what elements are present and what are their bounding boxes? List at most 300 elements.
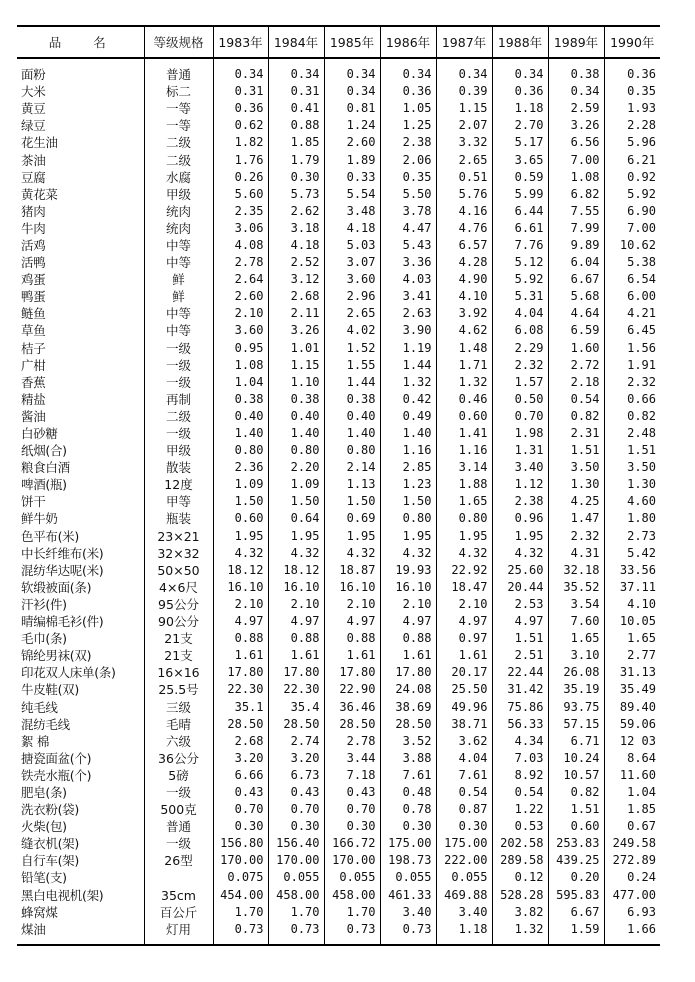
item-name: 肥皂(条) [21,784,67,800]
price-cell: 6.57 [436,237,492,254]
item-name: 铁壳水瓶(个) [21,767,92,783]
price-cell: 3.20 [268,750,324,767]
price-cell: 5.92 [604,186,660,203]
price-cell: 2.07 [436,117,492,134]
item-name: 活鸡 [21,237,46,253]
price-cell: 1.65 [548,630,604,647]
header-year: 1985年 [324,26,380,58]
price-cell: 0.87 [436,801,492,818]
item-name: 草鱼 [21,323,46,339]
price-cell: 289.58 [492,852,548,869]
item-spec: 统肉 [144,203,213,220]
price-cell: 4.64 [548,305,604,322]
price-cell: 0.055 [268,869,324,886]
price-cell: 4.02 [324,322,380,339]
price-cell: 0.35 [380,169,436,186]
table-row [17,408,660,425]
price-cell: 2.06 [380,151,436,168]
price-cell: 5.50 [380,186,436,203]
price-cell: 0.88 [380,630,436,647]
price-cell: 1.91 [604,357,660,374]
price-cell: 0.70 [324,801,380,818]
price-cell: 0.24 [604,869,660,886]
price-cell: 0.54 [492,784,548,801]
item-name: 絮 棉 [21,733,50,749]
price-cell: 0.95 [213,340,268,357]
price-cell: 0.30 [268,818,324,835]
price-cell: 1.44 [324,374,380,391]
price-cell: 1.47 [548,510,604,527]
price-cell: 528.28 [492,887,548,904]
price-cell: 6.21 [604,151,660,168]
price-cell: 0.54 [548,391,604,408]
price-cell: 1.70 [268,904,324,921]
price-cell: 1.15 [436,100,492,117]
item-spec: 中等 [144,322,213,339]
price-cell: 0.34 [380,58,436,83]
price-cell: 2.10 [213,305,268,322]
price-cell: 3.82 [492,904,548,921]
price-cell: 0.59 [492,169,548,186]
price-cell: 0.88 [268,117,324,134]
price-cell: 35.49 [604,681,660,698]
item-name: 酱油 [21,408,46,424]
price-cell: 17.80 [268,664,324,681]
price-cell: 0.34 [548,83,604,100]
price-cell: 2.32 [492,357,548,374]
price-cell: 0.40 [268,408,324,425]
item-spec: 500克 [144,801,213,818]
price-cell: 32.18 [548,562,604,579]
item-spec: 35cm [144,887,213,904]
price-cell: 2.85 [380,459,436,476]
price-cell: 6.93 [604,904,660,921]
price-cell: 0.60 [548,818,604,835]
price-cell: 3.10 [548,647,604,664]
price-cell: 0.30 [324,818,380,835]
price-cell: 198.73 [380,852,436,869]
price-cell: 156.40 [268,835,324,852]
price-cell: 2.28 [604,117,660,134]
table-row [17,852,660,869]
price-cell: 2.60 [324,134,380,151]
price-cell: 3.41 [380,288,436,305]
price-cell: 0.38 [268,391,324,408]
price-cell: 1.13 [324,476,380,493]
price-cell: 1.10 [268,374,324,391]
price-cell: 4.31 [548,545,604,562]
price-cell: 0.34 [213,58,268,83]
price-cell: 24.08 [380,681,436,698]
table-row [17,476,660,493]
item-spec: 散装 [144,459,213,476]
price-cell: 0.075 [213,869,268,886]
price-cell: 20.44 [492,579,548,596]
price-cell: 6.04 [548,254,604,271]
price-cell: 166.72 [324,835,380,852]
price-cell: 1.95 [436,528,492,545]
price-cell: 0.30 [268,169,324,186]
price-cell: 1.70 [213,904,268,921]
table-row [17,716,660,733]
price-cell: 7.99 [548,220,604,237]
price-cell: 3.92 [436,305,492,322]
item-name: 牛肉 [21,220,46,236]
price-cell: 2.53 [492,596,548,613]
table-row [17,698,660,715]
price-cell: 5.76 [436,186,492,203]
table-row [17,374,660,391]
price-cell: 9.89 [548,237,604,254]
table-row [17,271,660,288]
item-name: 牛皮鞋(双) [21,682,79,698]
price-cell: 1.55 [324,357,380,374]
item-spec: 一级 [144,835,213,852]
price-cell: 25.50 [436,681,492,698]
price-cell: 4.18 [324,220,380,237]
price-table [17,25,660,946]
price-cell: 1.95 [268,528,324,545]
price-cell: 22.30 [268,681,324,698]
price-cell: 2.35 [213,203,268,220]
price-cell: 0.73 [380,921,436,945]
table-row [17,322,660,339]
table-row [17,254,660,271]
price-cell: 4.28 [436,254,492,271]
price-cell: 2.65 [436,151,492,168]
price-cell: 0.055 [380,869,436,886]
price-cell: 2.60 [213,288,268,305]
price-cell: 0.78 [380,801,436,818]
price-cell: 3.90 [380,322,436,339]
price-cell: 0.96 [492,510,548,527]
price-cell: 16.10 [380,579,436,596]
price-cell: 12 03 [604,733,660,750]
item-spec: 二级 [144,151,213,168]
item-spec: 二级 [144,408,213,425]
price-cell: 4.16 [436,203,492,220]
table-row [17,288,660,305]
price-cell: 0.60 [436,408,492,425]
price-cell: 0.34 [492,58,548,83]
price-cell: 1.70 [324,904,380,921]
price-cell: 0.92 [604,169,660,186]
price-cell: 1.60 [548,340,604,357]
item-name: 鲜牛奶 [21,511,58,527]
price-cell: 4.04 [436,750,492,767]
price-cell: 6.73 [268,767,324,784]
price-cell: 0.33 [324,169,380,186]
price-cell: 461.33 [380,887,436,904]
price-cell: 2.74 [268,733,324,750]
item-name: 火柴(包) [21,819,67,835]
item-spec: 瓶装 [144,510,213,527]
price-cell: 16.10 [213,579,268,596]
price-cell: 2.52 [268,254,324,271]
price-cell: 33.56 [604,562,660,579]
table-row [17,596,660,613]
price-cell: 1.85 [268,134,324,151]
item-spec: 90公分 [144,613,213,630]
item-name: 绿豆 [21,118,46,134]
price-cell: 0.88 [324,630,380,647]
item-name: 花生油 [21,135,58,151]
price-cell: 4.90 [436,271,492,288]
price-cell: 0.53 [492,818,548,835]
price-cell: 1.85 [604,801,660,818]
price-cell: 3.54 [548,596,604,613]
price-cell: 2.10 [268,596,324,613]
header-spec: 等级规格 [144,26,213,58]
price-cell: 3.78 [380,203,436,220]
price-cell: 2.78 [324,733,380,750]
price-cell: 1.51 [548,442,604,459]
price-cell: 2.77 [604,647,660,664]
price-cell: 18.12 [268,562,324,579]
header-year: 1989年 [548,26,604,58]
price-cell: 3.18 [268,220,324,237]
item-spec: 一级 [144,374,213,391]
table-row [17,750,660,767]
price-cell: 0.54 [436,784,492,801]
price-cell: 6.67 [548,271,604,288]
price-cell: 1.61 [213,647,268,664]
item-name: 混纺毛线 [21,716,70,732]
price-cell: 2.51 [492,647,548,664]
price-cell: 1.23 [380,476,436,493]
table-row [17,510,660,527]
price-cell: 1.93 [604,100,660,117]
price-cell: 25.60 [492,562,548,579]
price-cell: 1.40 [324,425,380,442]
table-row [17,58,660,83]
item-spec [144,869,213,886]
price-cell: 37.11 [604,579,660,596]
item-name: 面粉 [21,67,46,83]
price-cell: 4.47 [380,220,436,237]
item-name: 饼干 [21,494,46,510]
price-cell: 1.76 [213,151,268,168]
price-cell: 0.70 [492,408,548,425]
price-cell: 17.80 [324,664,380,681]
price-cell: 5.12 [492,254,548,271]
price-cell: 0.64 [268,510,324,527]
price-cell: 0.30 [213,818,268,835]
price-cell: 5.03 [324,237,380,254]
price-cell: 2.10 [324,596,380,613]
item-name: 纸烟(合) [21,443,67,459]
table-row [17,733,660,750]
price-cell: 1.61 [324,647,380,664]
item-spec: 5磅 [144,767,213,784]
price-cell: 1.51 [548,801,604,818]
price-cell: 1.66 [604,921,660,945]
price-cell: 18.47 [436,579,492,596]
price-cell: 7.61 [436,767,492,784]
price-cell: 10.05 [604,613,660,630]
price-cell: 458.00 [324,887,380,904]
price-cell: 18.87 [324,562,380,579]
item-spec: 毛晴 [144,716,213,733]
item-name: 精盐 [21,391,46,407]
price-cell: 6.90 [604,203,660,220]
price-cell: 7.61 [380,767,436,784]
price-cell: 7.55 [548,203,604,220]
price-cell: 202.58 [492,835,548,852]
price-cell: 89.40 [604,698,660,715]
item-spec: 50×50 [144,562,213,579]
item-name: 白砂糖 [21,426,58,442]
price-cell: 1.56 [604,340,660,357]
price-cell: 2.64 [213,271,268,288]
price-cell: 31.42 [492,681,548,698]
table-row [17,186,660,203]
price-cell: 0.34 [324,58,380,83]
price-cell: 3.07 [324,254,380,271]
price-cell: 1.32 [492,921,548,945]
price-cell: 0.43 [324,784,380,801]
item-spec: 中等 [144,305,213,322]
price-cell: 1.04 [604,784,660,801]
price-cell: 2.65 [324,305,380,322]
price-cell: 4.62 [436,322,492,339]
price-cell: 5.68 [548,288,604,305]
price-cell: 0.73 [324,921,380,945]
item-spec: 鲜 [144,271,213,288]
item-spec: 一级 [144,340,213,357]
item-spec: 25.5号 [144,681,213,698]
item-spec: 再制 [144,391,213,408]
price-cell: 2.70 [492,117,548,134]
price-cell: 458.00 [268,887,324,904]
price-cell: 0.36 [380,83,436,100]
item-name: 猪肉 [21,203,46,219]
price-cell: 1.61 [380,647,436,664]
price-cell: 93.75 [548,698,604,715]
price-cell: 0.66 [604,391,660,408]
price-cell: 56.33 [492,716,548,733]
price-cell: 6.61 [492,220,548,237]
price-cell: 2.10 [436,596,492,613]
price-cell: 7.76 [492,237,548,254]
price-cell: 4.97 [213,613,268,630]
item-spec: 鲜 [144,288,213,305]
item-spec: 水腐 [144,169,213,186]
price-cell: 1.32 [380,374,436,391]
item-spec: 21支 [144,647,213,664]
table-row [17,835,660,852]
header-year: 1984年 [268,26,324,58]
item-name: 锦纶男袜(双) [21,648,92,664]
table-row [17,545,660,562]
price-cell: 3.40 [492,459,548,476]
price-cell: 31.13 [604,664,660,681]
price-cell: 5.99 [492,186,548,203]
price-cell: 6.71 [548,733,604,750]
table-row [17,391,660,408]
price-cell: 4.34 [492,733,548,750]
price-cell: 0.38 [213,391,268,408]
item-spec: 二级 [144,134,213,151]
price-cell: 1.32 [436,374,492,391]
price-cell: 2.38 [492,493,548,510]
price-cell: 1.95 [324,528,380,545]
price-cell: 170.00 [324,852,380,869]
item-name: 活鸭 [21,255,46,271]
price-cell: 18.12 [213,562,268,579]
price-cell: 59.06 [604,716,660,733]
price-cell: 0.20 [548,869,604,886]
price-cell: 28.50 [380,716,436,733]
price-cell: 57.15 [548,716,604,733]
price-cell: 22.90 [324,681,380,698]
item-spec: 21支 [144,630,213,647]
price-cell: 4.32 [492,545,548,562]
table-row [17,869,660,886]
item-spec: 4×6尺 [144,579,213,596]
price-cell: 0.80 [268,442,324,459]
price-cell: 4.10 [436,288,492,305]
item-name: 自行车(架) [21,853,79,869]
price-cell: 75.86 [492,698,548,715]
price-cell: 1.95 [492,528,548,545]
price-cell: 0.80 [213,442,268,459]
price-cell: 3.32 [436,134,492,151]
table-row [17,647,660,664]
price-cell: 6.54 [604,271,660,288]
price-cell: 1.51 [604,442,660,459]
price-cell: 3.48 [324,203,380,220]
table-row [17,630,660,647]
item-spec: 甲级 [144,442,213,459]
price-cell: 38.71 [436,716,492,733]
price-cell: 0.055 [436,869,492,886]
price-cell: 35.4 [268,698,324,715]
price-cell: 175.00 [380,835,436,852]
price-cell: 0.73 [268,921,324,945]
price-cell: 17.80 [213,664,268,681]
price-cell: 3.40 [436,904,492,921]
price-cell: 249.58 [604,835,660,852]
price-cell: 2.14 [324,459,380,476]
item-name: 大米 [21,84,46,100]
price-cell: 0.62 [213,117,268,134]
price-cell: 3.20 [213,750,268,767]
price-cell: 5.38 [604,254,660,271]
table-row [17,117,660,134]
price-cell: 2.96 [324,288,380,305]
price-cell: 8.92 [492,767,548,784]
price-cell: 1.79 [268,151,324,168]
price-cell: 0.80 [436,510,492,527]
price-cell: 1.95 [380,528,436,545]
price-cell: 0.41 [268,100,324,117]
item-name: 茶油 [21,152,46,168]
item-spec: 普通 [144,58,213,83]
price-cell: 1.09 [213,476,268,493]
price-cell: 0.40 [324,408,380,425]
price-cell: 0.80 [324,442,380,459]
header-year: 1990年 [604,26,660,58]
price-cell: 1.41 [436,425,492,442]
item-spec: 26型 [144,852,213,869]
table-row [17,579,660,596]
price-cell: 1.12 [492,476,548,493]
table-row [17,664,660,681]
header-year: 1983年 [213,26,268,58]
item-spec: 36公分 [144,750,213,767]
price-cell: 0.50 [492,391,548,408]
